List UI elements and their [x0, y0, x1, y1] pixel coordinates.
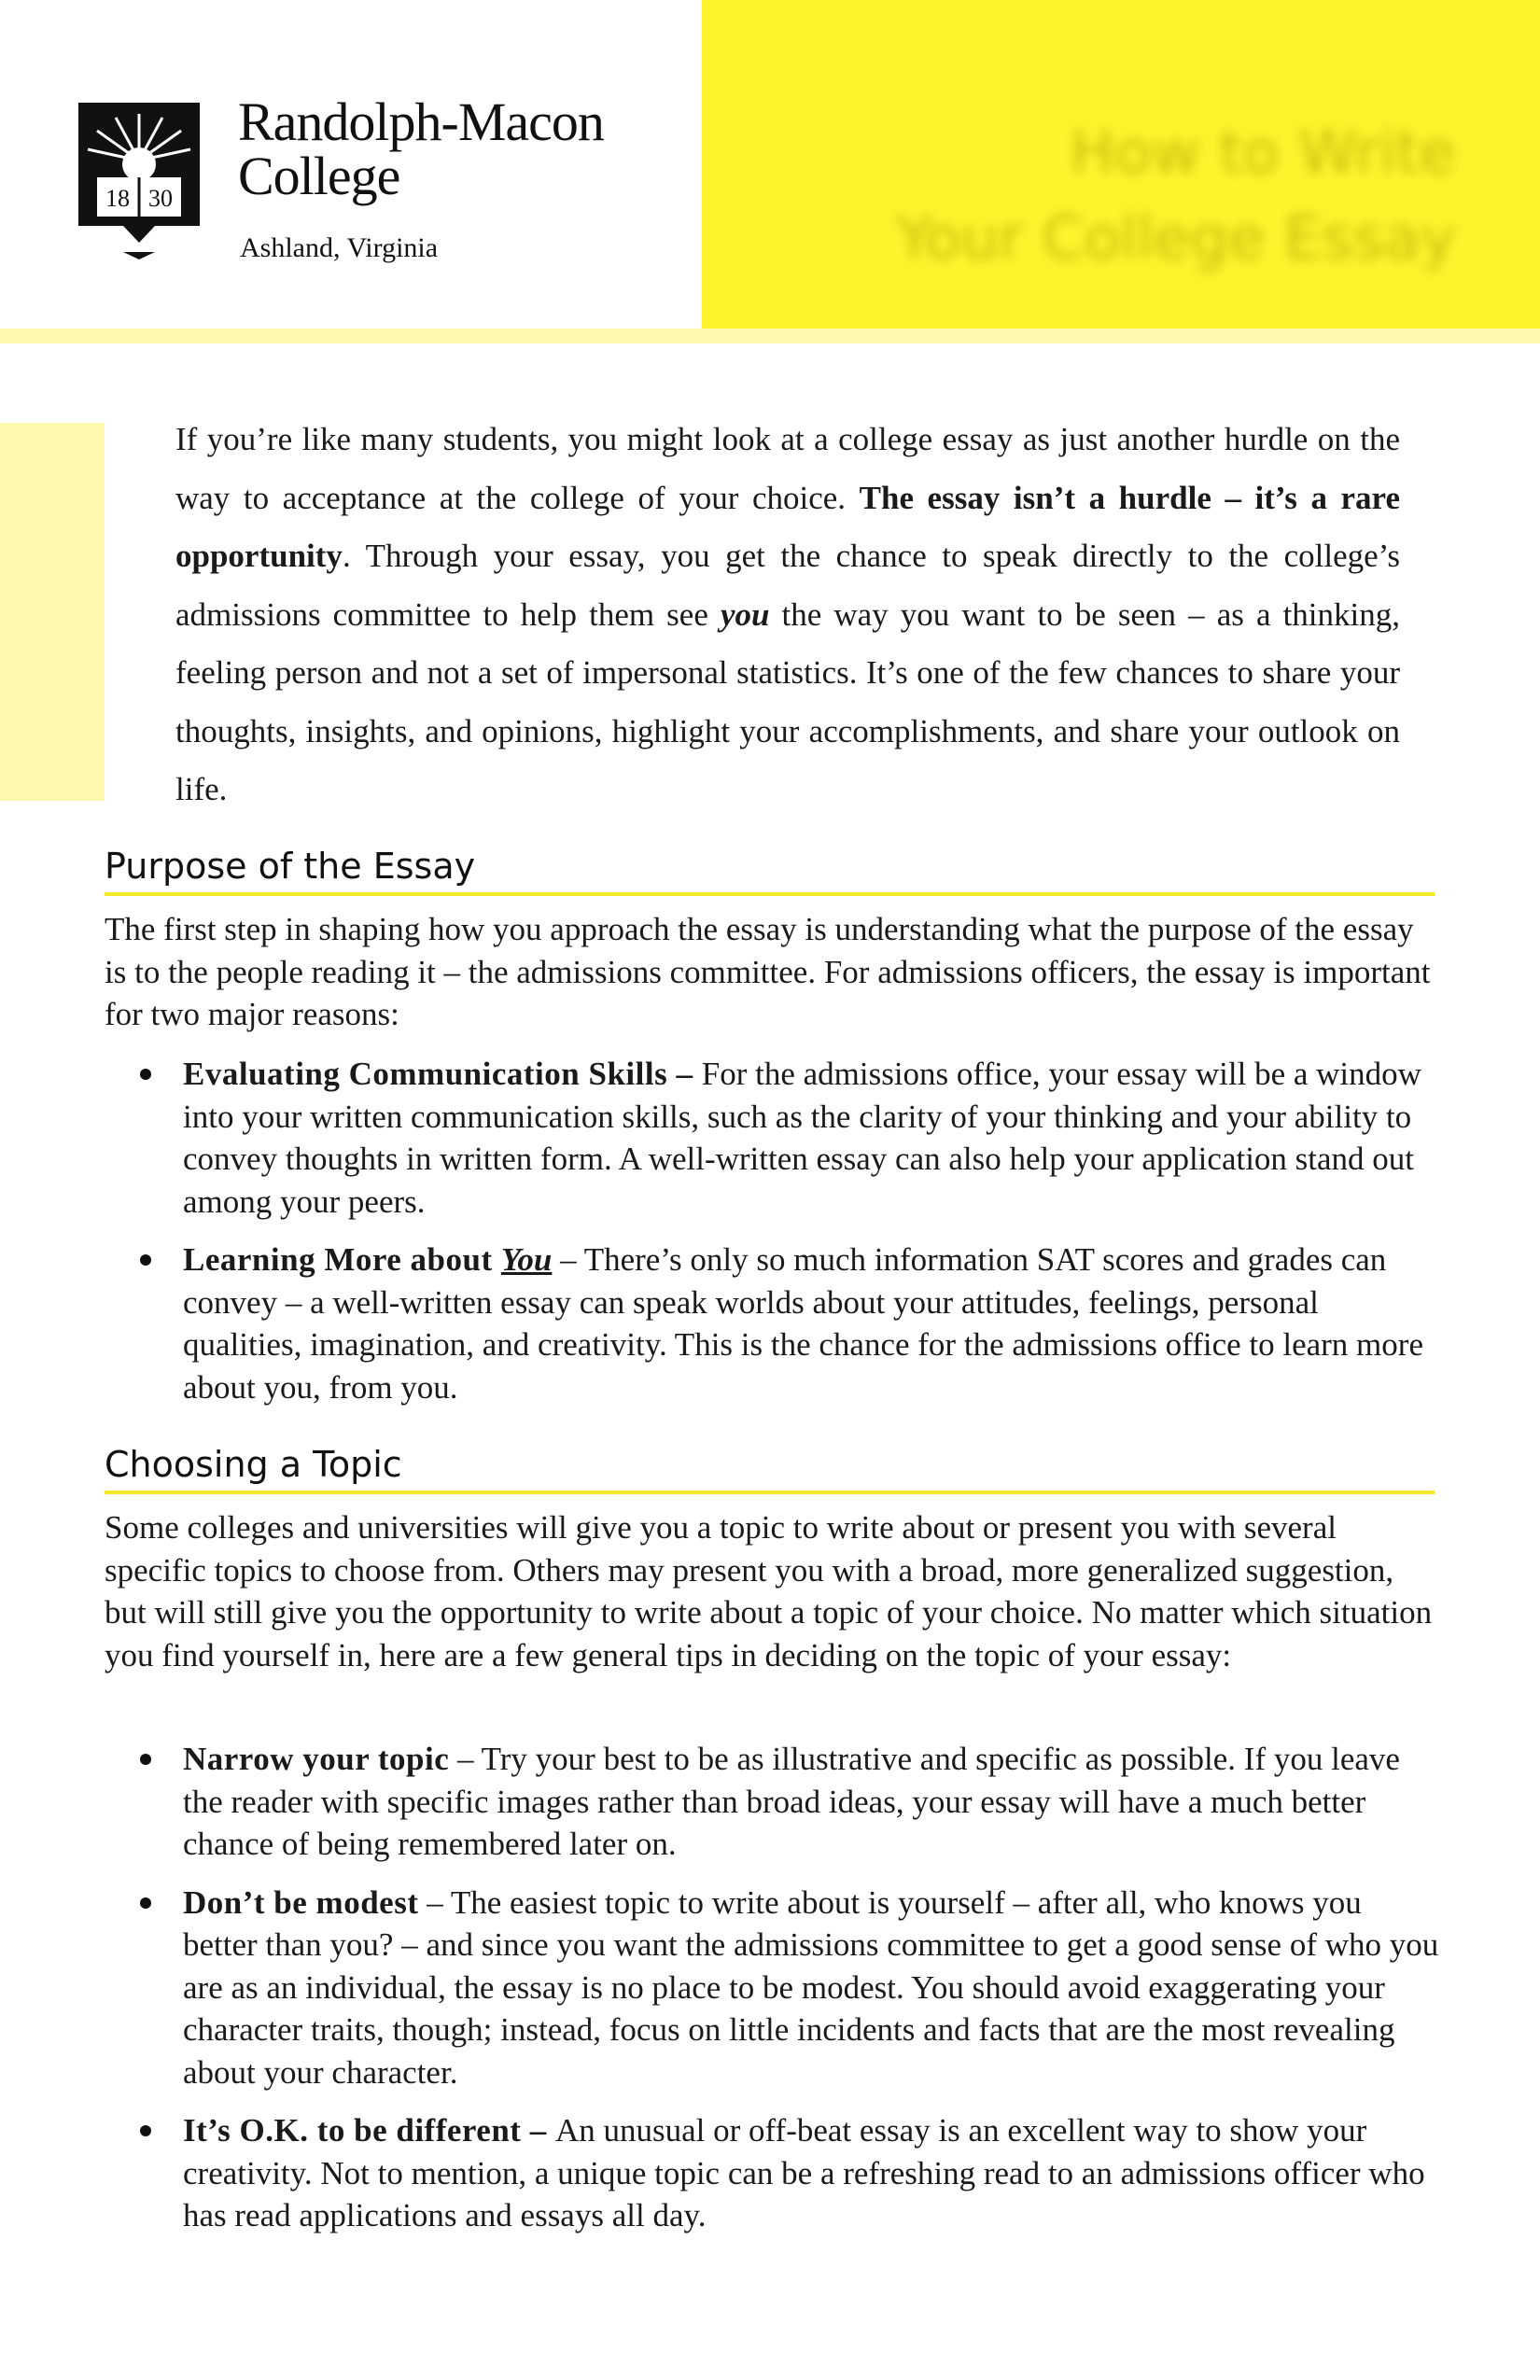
intro-text-1: If you’re like many students, you might look at a college essay as just another hurdle on the way to acceptance at the college of your choice.: [175, 421, 1400, 516]
list-item: [105, 2109, 1439, 2237]
document-title: [803, 110, 1456, 282]
bullet-text: – There’s only so much information SAT scores and grades can convey – a well-written essay can speak worlds about your attitudes, feelings, personal qualities, imagination, and creativity. This is the chance for the admissions office to learn more about you, from you.: [183, 1241, 1423, 1406]
topic-bullet-list: [105, 1738, 1439, 2253]
header-divider: [0, 329, 1540, 343]
intro-emphasis: you: [720, 595, 770, 633]
intro-text-3: the way you want to be seen – as a thinking, feeling person and not a set of impersonal statistics. It’s one of the few chances to share your thoughts, insights, and opinions, highlight your accomplishments, and share your outlook on life.: [175, 595, 1400, 807]
page-header: [0, 0, 1540, 329]
intro-highlight: The essay isn’t a hurdle – it’s a rare opportunity: [175, 479, 1400, 574]
list-item: [105, 1053, 1439, 1223]
side-accent-tab: [0, 423, 105, 801]
list-item: [105, 1239, 1439, 1408]
bullet-text: An unusual or off-beat essay is an excellent way to show your creativity. Not to mention, a unique topic can be a refreshing read to an admissions officer who has read applications and essays all day.: [183, 2112, 1425, 2233]
intro-paragraph: [175, 411, 1400, 819]
list-item: [105, 1738, 1439, 1866]
bullet-lead: Learning More about: [183, 1241, 501, 1278]
bullet-lead: It’s O.K. to be different –: [183, 2112, 555, 2149]
college-location: Ashland, Virginia: [240, 232, 439, 263]
seal-year-right: 30: [148, 185, 173, 212]
bullet-lead: Evaluating Communication Skills –: [183, 1056, 702, 1092]
bullet-text: – Try your best to be as illustrative and specific as possible. If you leave the reader with specific images rather than broad ideas, your essay will have a much better chance of being remembered later on.: [183, 1741, 1400, 1862]
purpose-heading: Purpose of the Essay: [105, 844, 1435, 896]
topic-heading: Choosing a Topic: [105, 1442, 1435, 1494]
seal-year-left: 18: [105, 185, 130, 212]
college-name-line2: College: [238, 146, 400, 206]
purpose-paragraph: The first step in shaping how you approach the essay is understanding what the purpose of the essay is to the people reading it – the admissions committee. For admissions officers, the essay is important for two major reasons:: [105, 911, 1431, 1032]
bullet-text: For the admissions office, your essay will be a window into your written communication skills, such as the clarity of your thinking and your ability to convey thoughts in written form. A well-written essay can also help your application stand out among your peers.: [183, 1056, 1421, 1220]
college-seal-icon: [78, 103, 200, 259]
document-title-line2: Your College Essay: [895, 204, 1456, 273]
bullet-lead: Narrow your topic: [183, 1741, 450, 1777]
bullet-text: – The easiest topic to write about is yourself – after all, who knows you better than you? – and since you want the admissions committee to get a good sense of who you are as an individual, the essay is no place to be modest. You should avoid exaggerating your character traits, though; instead, focus on little incidents and facts that are the most revealing about your character.: [183, 1883, 1439, 2091]
bullet-lead: Don’t be modest: [183, 1883, 419, 1921]
college-name-line1: Randolph-Macon: [238, 91, 604, 152]
bullet-emphasis: You: [500, 1241, 553, 1278]
intro-text-2: . Through your essay, you get the chance to speak directly to the college’s admissions committee to help them see: [175, 538, 1400, 633]
document-title-line1: How to Write: [1070, 119, 1456, 188]
topic-paragraph: Some colleges and universities will give you a topic to write about or present you with several specific topics to choose from. Others may present you with a broad, more generalized suggestion, but will still give you the opportunity to write about a topic of your choice. No matter which situation you find yourself in, here are a few general tips in deciding on the topic of your essay:: [105, 1509, 1433, 1673]
college-name: [238, 91, 604, 206]
purpose-bullet-list: [105, 1053, 1439, 1424]
list-item: [105, 1882, 1439, 2094]
